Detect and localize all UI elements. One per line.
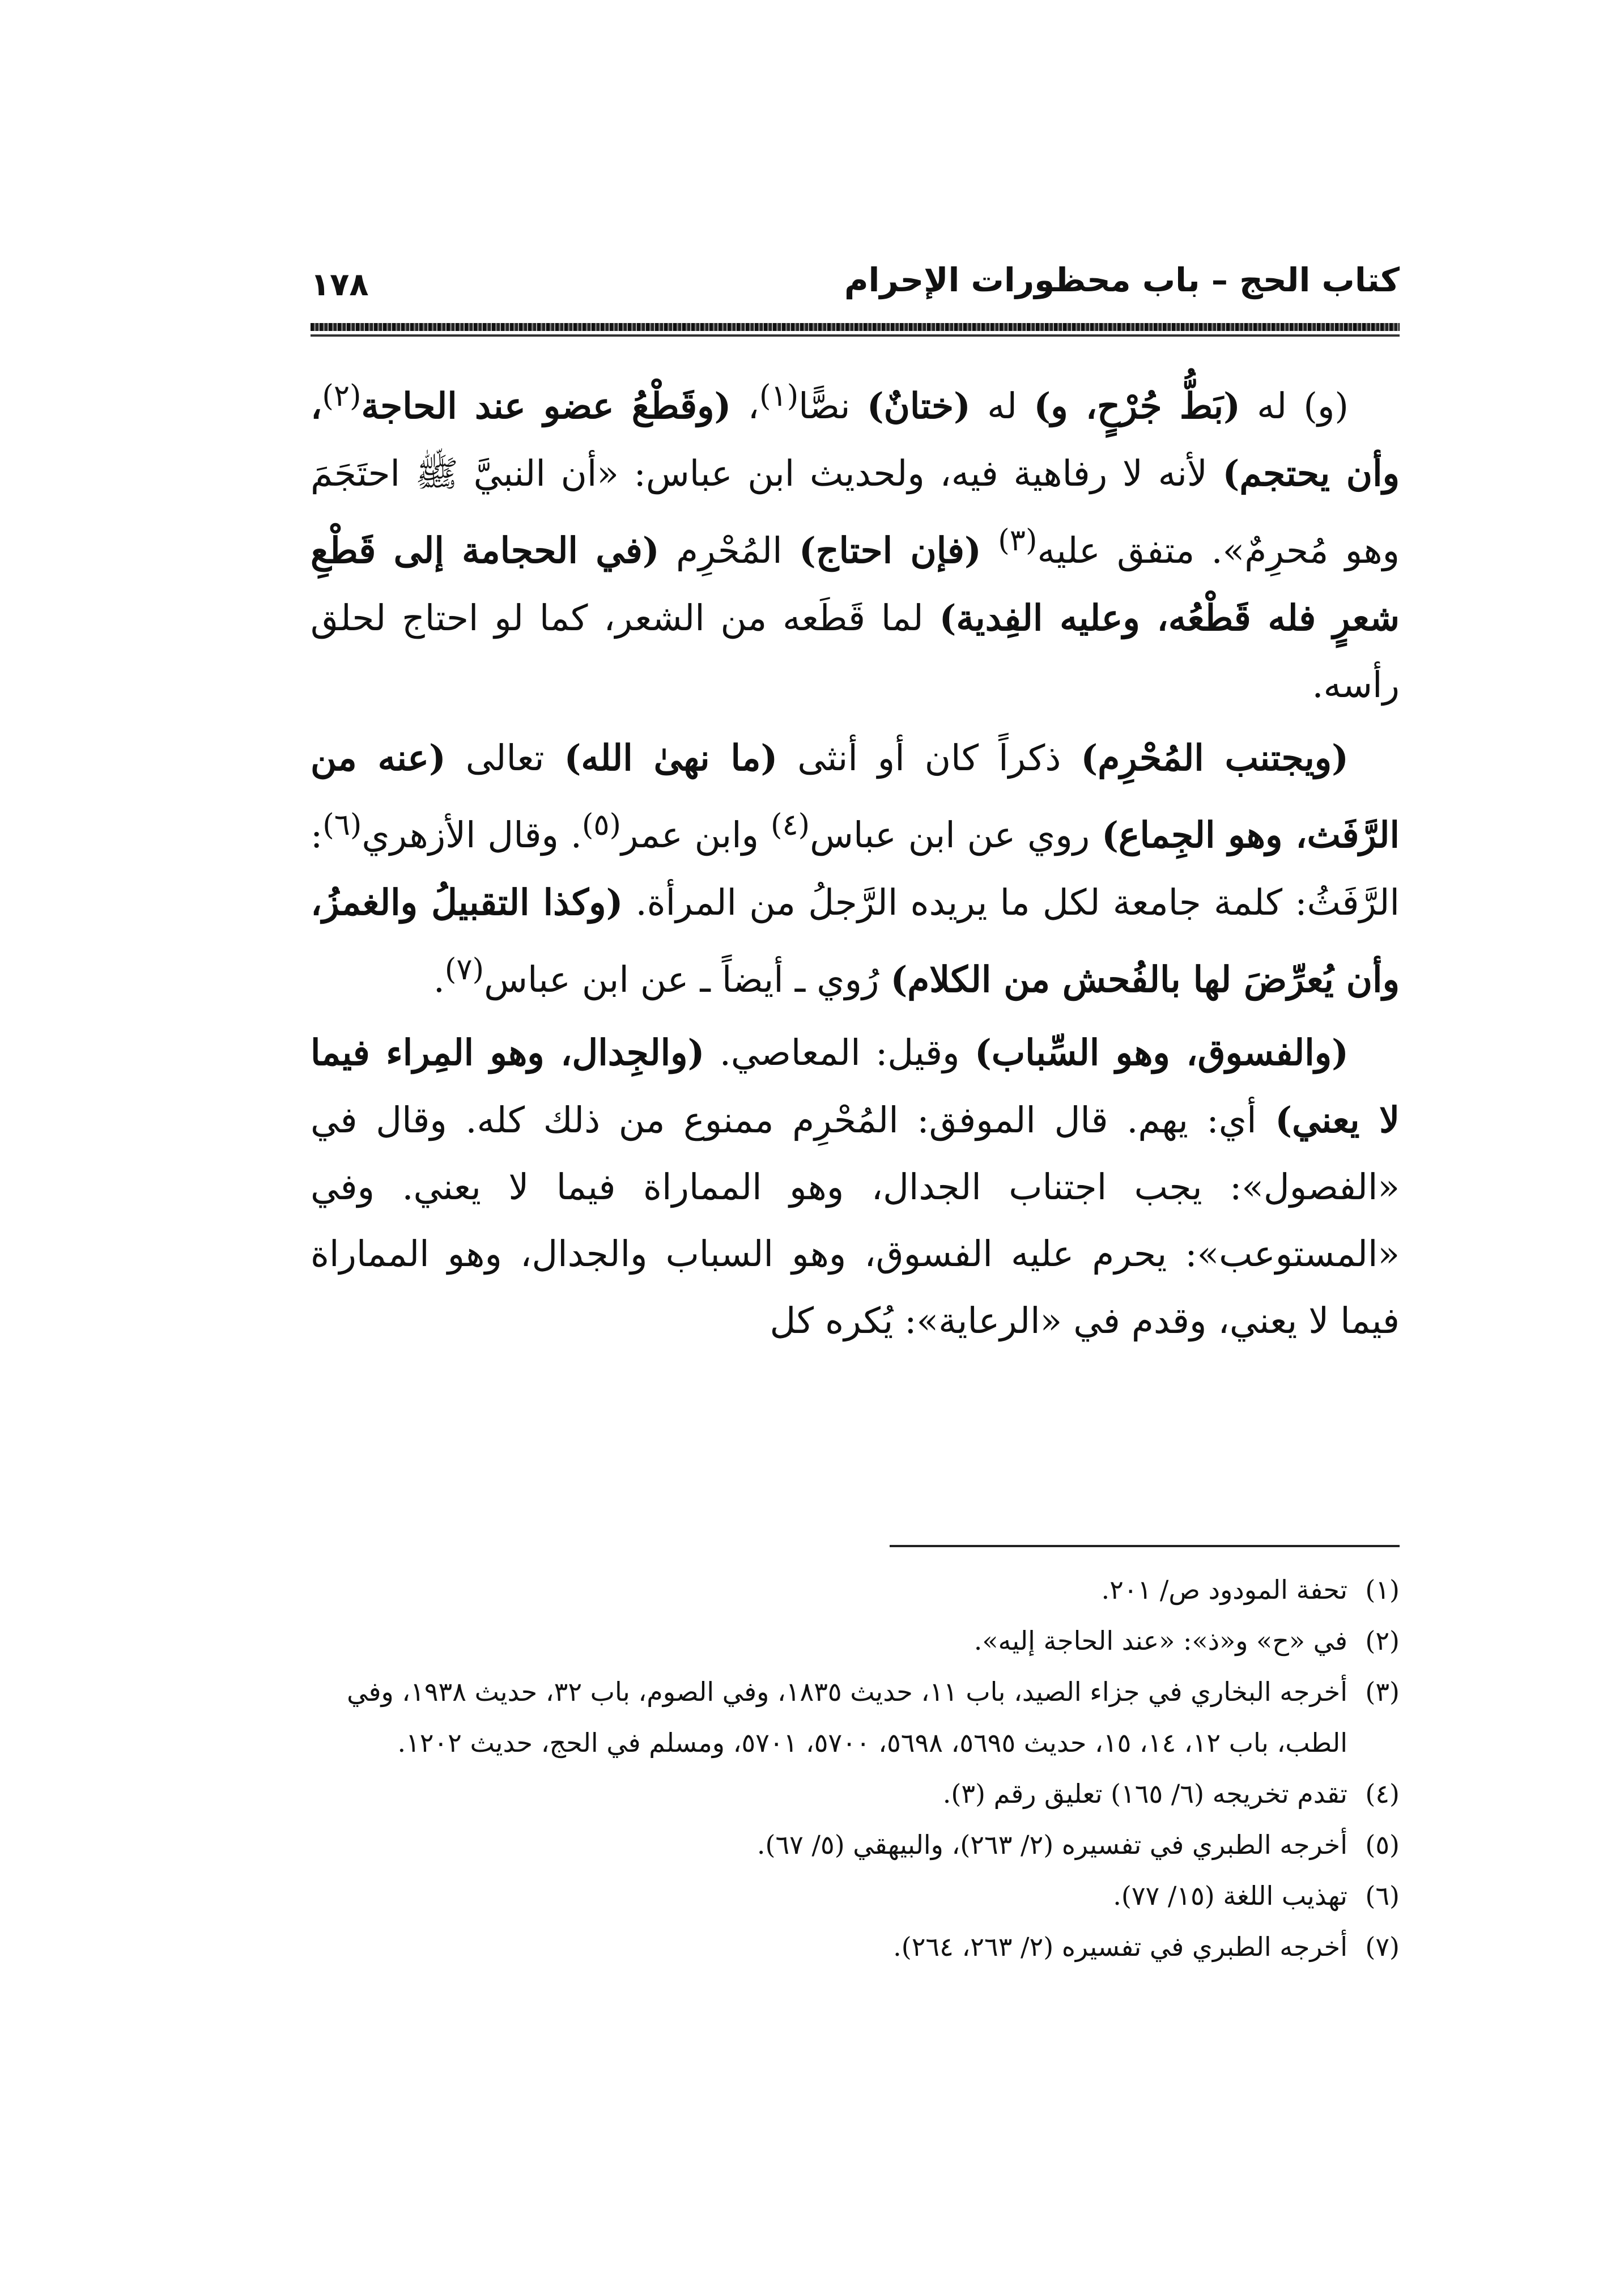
header-divider bbox=[311, 323, 1400, 331]
matn-text: (بَطُّ جُرْحٍ، و) bbox=[1034, 385, 1240, 427]
matn-text: (عنه من الرَّفَث، وهو الجِماع) bbox=[311, 737, 1400, 856]
text-run: . bbox=[433, 959, 445, 1000]
footnote-item bbox=[311, 1666, 1400, 1768]
text-run bbox=[981, 530, 998, 571]
text-run: ، bbox=[731, 385, 759, 427]
text-run: روي عن ابن عباس bbox=[810, 814, 1102, 856]
footnote-number: (١) bbox=[1365, 1574, 1400, 1605]
footnote-item bbox=[311, 1768, 1400, 1819]
footnote-ref[interactable]: (٢) bbox=[322, 379, 362, 413]
footnote-text: تقدم تخريجه (٦/ ١٦٥) تعليق رقم (٣). bbox=[942, 1778, 1347, 1809]
text-run: لأنه لا رفاهية فيه، ولحديث ابن عباس: «أن النبيَّ ﷺ احتَجَمَ وهو مُحرِمٌ». متفق عليه bbox=[311, 453, 1400, 571]
page-number: ١٧٨ bbox=[311, 266, 369, 303]
footnote-number: (٦) bbox=[1365, 1880, 1400, 1911]
footnote-number: (٣) bbox=[1365, 1676, 1400, 1707]
matn-text: (فإن احتاج) bbox=[799, 529, 981, 571]
footnote-number: (٢) bbox=[1365, 1625, 1400, 1656]
footnote-text: في «ح» و«ذ»: «عند الحاجة إليه». bbox=[973, 1625, 1347, 1656]
text-run: . وقال الأزهري bbox=[362, 814, 582, 856]
footnote-text: تحفة المودود ص/ ٢٠١. bbox=[1101, 1574, 1347, 1605]
footnote-number: (٥) bbox=[1365, 1829, 1400, 1860]
matn-text: (ما نهىٰ الله) bbox=[564, 737, 778, 779]
footnote-ref[interactable]: (٧) bbox=[444, 952, 484, 987]
footnote-divider bbox=[890, 1545, 1400, 1547]
matn-text: (والفسوق، وهو السِّباب) bbox=[975, 1031, 1349, 1073]
footnote-item bbox=[311, 1819, 1400, 1870]
footnote-item bbox=[311, 1921, 1400, 1972]
footnote-text: تهذيب اللغة (١٥/ ٧٧). bbox=[1113, 1880, 1347, 1911]
text-run: ذكراً كان أو أنثى bbox=[777, 737, 1081, 779]
matn-text: (في الحجامة إلى قَطْعِ شعرٍ فله قَطْعُه، وعليه الفِدية) bbox=[311, 529, 1400, 639]
footnote-ref[interactable]: (١) bbox=[759, 379, 799, 413]
matn-text: (ويجتنب المُحْرِم) bbox=[1081, 737, 1349, 779]
footnote-text: أخرجه الطبري في تفسيره (٢/ ٢٦٣)، والبيهقي (٥/ ٦٧). bbox=[756, 1829, 1347, 1860]
header-divider-thin bbox=[311, 334, 1400, 337]
paragraph-2 bbox=[311, 724, 1400, 1013]
footnote-ref[interactable]: (٥) bbox=[581, 808, 622, 842]
text-run: له bbox=[970, 385, 1034, 427]
footnote-item bbox=[311, 1564, 1400, 1615]
matn-text: (وقَطْعُ عضو عند الحاجة bbox=[361, 385, 732, 427]
footnote-ref[interactable]: (٤) bbox=[770, 808, 810, 842]
text-run: نصًّا bbox=[798, 385, 867, 427]
header-title: كتاب الحج – باب محظورات الإحرام bbox=[844, 261, 1400, 299]
footnote-text: أخرجه البخاري في جزاء الصيد، باب ١١، حديث ١٨٣٥، وفي الصوم، باب ٣٢، حديث ١٩٣٨، وفي الطب، باب ١٢، ١٤، ١٥، حديث ٥٦٩٥، ٥٦٩٨، ٥٧٠٠، ٥٧٠١، ومسلم في الحج، حديث ١٢٠٢. bbox=[347, 1676, 1347, 1758]
matn-text: (والجِدال، وهو المِراء فيما لا يعني) bbox=[311, 1031, 1400, 1141]
footnote-text: أخرجه الطبري في تفسيره (٢/ ٢٦٣، ٢٦٤). bbox=[893, 1931, 1347, 1962]
footnotes bbox=[311, 1564, 1400, 1972]
text-run: وابن عمر bbox=[621, 814, 771, 856]
text-run: تعالى bbox=[445, 737, 564, 779]
text-run: : الرَّفَثُ: كلمة جامعة لكل ما يريده الرَّجلُ من المرأة. bbox=[311, 814, 1400, 923]
text-run: المُحْرِم bbox=[659, 530, 800, 571]
footnote-item bbox=[311, 1615, 1400, 1666]
text-run: لما قَطَعه من الشعر، كما لو احتاج لحلق رأسه. bbox=[311, 597, 1400, 706]
text-run: رُوي ـ أيضاً ـ عن ابن عباس bbox=[484, 959, 891, 1000]
footnote-ref[interactable]: (٣) bbox=[998, 523, 1038, 558]
text-run: أي: يهم. قال الموفق: المُحْرِم ممنوع من ذلك كله. وقال في «الفصول»: يجب اجتناب الجدال، وهو المماراة فيما لا يعني. وفي «المستوعب»: يحرم عليه الفسوق، وهو السباب والجدال، وهو المماراة فيما لا يعني، وقدم في «الرعاية»: يُكره كل bbox=[311, 1099, 1400, 1341]
matn-text: (وكذا التقبيلُ والغمزُ، وأن يُعرِّضَ لها بالفُحش من الكلام) bbox=[311, 881, 1400, 1000]
footnote-item bbox=[311, 1870, 1400, 1921]
matn-text: ، وأن يحتجم) bbox=[311, 385, 1400, 494]
text-run: وقيل: المعاصي. bbox=[704, 1032, 975, 1073]
footnote-number: (٤) bbox=[1365, 1778, 1400, 1809]
text-run: (و) له bbox=[1240, 385, 1349, 427]
paragraph-1 bbox=[311, 363, 1400, 719]
paragraph-3 bbox=[311, 1019, 1400, 1354]
main-text bbox=[311, 363, 1400, 1354]
footnote-ref[interactable]: (٦) bbox=[322, 808, 362, 842]
matn-text: (ختانٌ) bbox=[866, 385, 971, 427]
footnote-number: (٧) bbox=[1365, 1931, 1400, 1962]
